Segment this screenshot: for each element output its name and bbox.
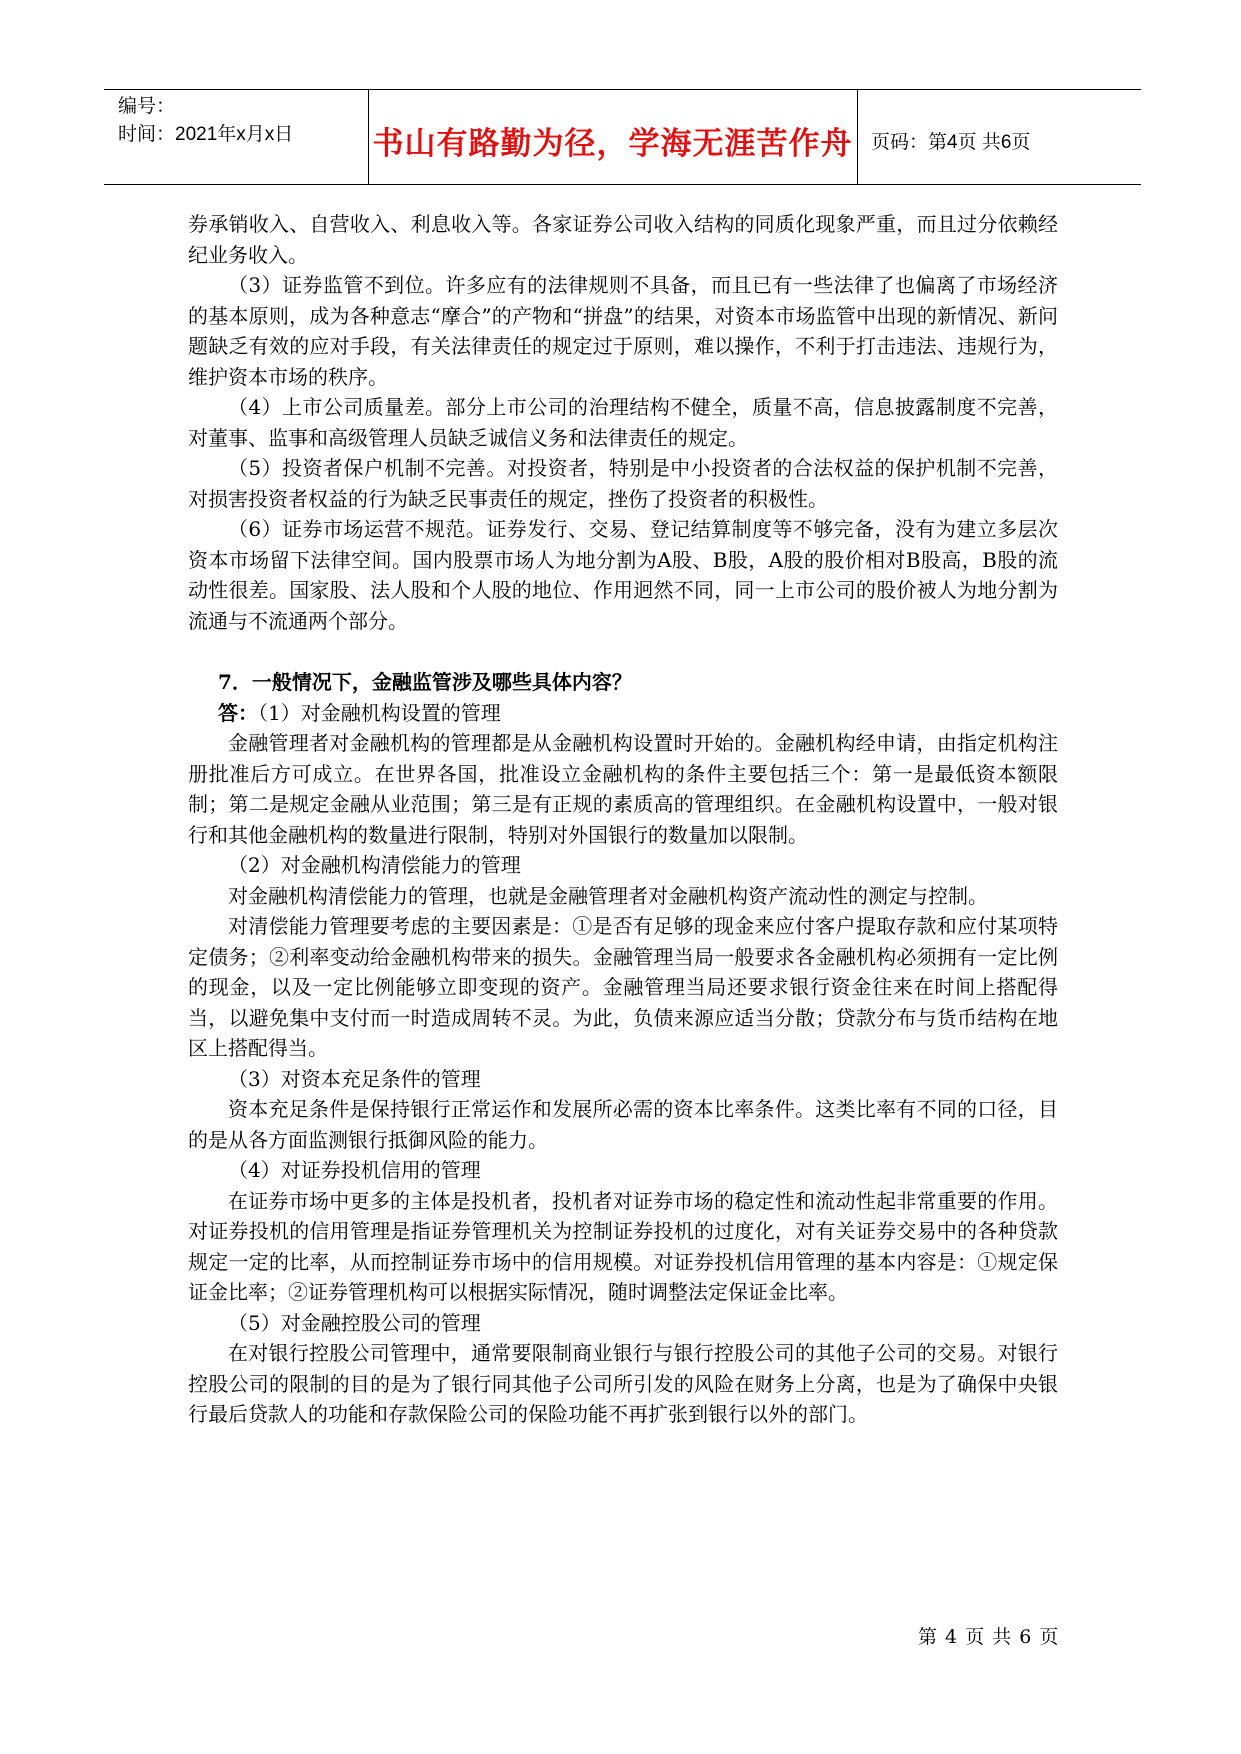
- document-body: [188, 209, 1058, 1430]
- answer-label: 答：: [218, 700, 258, 725]
- section-heading: （5）对金融控股公司的管理: [228, 1310, 481, 1335]
- section-heading: （2）对金融机构清偿能力的管理: [228, 853, 521, 877]
- paragraph: （4）上市公司质量差。部分上市公司的治理结构不健全，质量不高，信息披露制度不完善，对董事、监事和高级管理人员缺乏诚信义务和法律责任的规定。: [188, 395, 1058, 450]
- paragraph: （3）证券监管不到位。许多应有的法律规则不具备，而且已有一些法律了也偏离了市场经济的基本原则，成为各种意志“摩合”的产物和“拼盘”的结果，对资本市场监管中出现的新情况、新问题缺乏有效的应对手段，有关法律责任的规定过于原则，难以操作，不利于打击违法、违规行为，维护资本市场的秩序。: [188, 273, 1058, 389]
- paragraph: 在对银行控股公司管理中，通常要限制商业银行与银行控股公司的其他子公司的交易。对银行控股公司的限制的目的是为了银行同其他子公司所引发的风险在财务上分离，也是为了确保中央银行最后贷款人的功能和存款保险公司的保险功能不再扩张到银行以外的部门。: [188, 1341, 1058, 1426]
- header-page-cell: [857, 90, 1141, 184]
- paragraph: （6）证券市场运营不规范。证券发行、交易、登记结算制度等不够完备，没有为建立多层次资本市场留下法律空间。国内股票市场人为地分割为A股、B股，A股的股价相对B股高，B股的流动性很差。国家股、法人股和个人股的地位、作用迥然不同，同一上市公司的股价被人为地分割为流通与不流通两个部分。: [188, 517, 1058, 633]
- section-heading: （4）对证券投机信用的管理: [228, 1158, 481, 1182]
- footer-page-number: 第 4 页 共 6 页: [918, 1626, 1060, 1648]
- question-heading: 7．一般情况下，金融监管涉及哪些具体内容？: [218, 670, 632, 694]
- paragraph: 对清偿能力管理要考虑的主要因素是：①是否有足够的现金来应付客户提取存款和应付某项特定债务；②利率变动给金融机构带来的损失。金融管理当局一般要求各金融机构必须拥有一定比例的现金，以及一定比例能够立即变现的资产。金融管理当局还要求银行资金往来在时间上搭配得当，以避免集中支付而一时造成周转不灵。为此，负债来源应适当分散；贷款分布与货币结构在地区上搭配得当。: [188, 914, 1058, 1060]
- section-heading: （1）对金融机构设置的管理: [258, 700, 501, 725]
- paragraph: 对金融机构清偿能力的管理，也就是金融管理者对金融机构资产流动性的测定与控制。: [228, 883, 988, 908]
- document-time-label: 时间：2021年x月x日: [118, 124, 294, 145]
- section-heading: （3）对资本充足条件的管理: [228, 1066, 481, 1091]
- document-number-label: 编号：: [118, 96, 176, 117]
- paragraph: 资本充足条件是保持银行正常运作和发展所必需的资本比率条件。这类比率有不同的口径，目的是从各方面监测银行抵御风险的能力。: [188, 1097, 1058, 1152]
- paragraph: 在证券市场中更多的主体是投机者，投机者对证券市场的稳定性和流动性起非常重要的作用。对证券投机的信用管理是指证券管理机关为控制证券投机的过度化，对有关证券交易中的各种贷款规定一定的比率，从而控制证券市场中的信用规模。对证券投机信用管理的基本内容是：①规定保证金比率；②证券管理机构可以根据实际情况，随时调整法定保证金比率。: [188, 1188, 1058, 1304]
- answer-first-line: [188, 698, 1058, 729]
- paragraph: 券承销收入、自营收入、利息收入等。各家证券公司收入结构的同质化现象严重，而且过分依赖经纪业务收入。: [188, 212, 1058, 267]
- header-meta: [104, 90, 369, 184]
- header-motto-cell: [368, 90, 858, 184]
- header-page-number: 页码：第4页 共6页: [871, 132, 1031, 153]
- paragraph: 金融管理者对金融机构的管理都是从金融机构设置时开始的。金融机构经申请，由指定机构注册批准后方可成立。在世界各国，批准设立金融机构的条件主要包括三个：第一是最低资本额限制；第二是规定金融从业范围；第三是有正规的素质高的管理组织。在金融机构设置中，一般对银行和其他金融机构的数量进行限制，特别对外国银行的数量加以限制。: [188, 731, 1058, 847]
- paragraph: （5）投资者保户机制不完善。对投资者，特别是中小投资者的合法权益的保护机制不完善，对损害投资者权益的行为缺乏民事责任的规定，挫伤了投资者的积极性。: [188, 456, 1058, 511]
- page-header: [104, 89, 1141, 185]
- header-motto: 书山有路勤为径，学海无涯苦作舟: [372, 126, 853, 162]
